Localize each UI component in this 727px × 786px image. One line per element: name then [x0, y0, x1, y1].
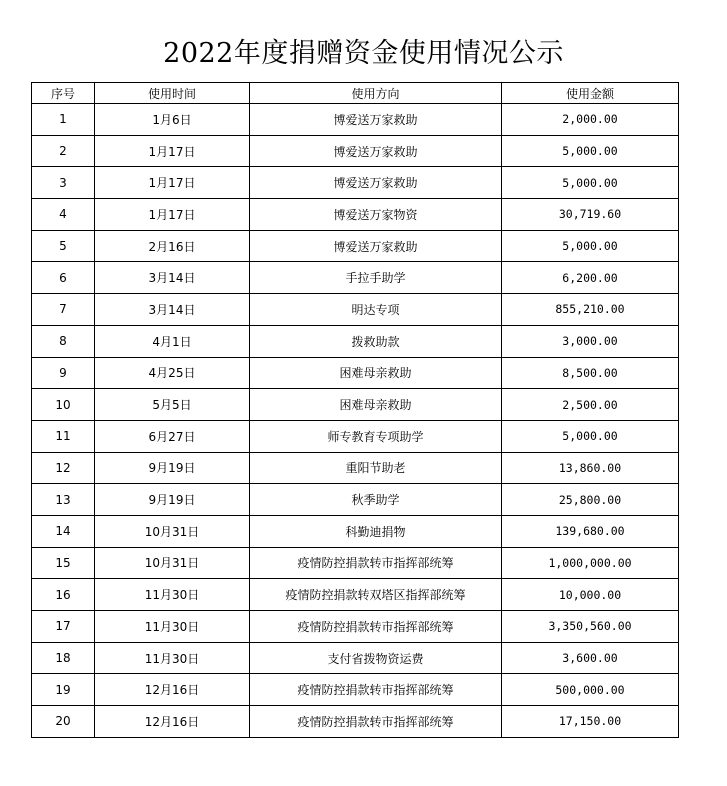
cell-purpose: 博爱送万家救助	[250, 135, 502, 167]
cell-amount: 3,000.00	[502, 325, 679, 357]
cell-index: 12	[32, 452, 95, 484]
cell-date: 2月16日	[95, 230, 250, 262]
cell-purpose: 疫情防控捐款转市指挥部统筹	[250, 611, 502, 643]
cell-date: 11月30日	[95, 642, 250, 674]
cell-amount: 5,000.00	[502, 135, 679, 167]
cell-date: 4月25日	[95, 357, 250, 389]
cell-index: 6	[32, 262, 95, 294]
cell-amount: 13,860.00	[502, 452, 679, 484]
cell-amount: 1,000,000.00	[502, 547, 679, 579]
table-row	[32, 135, 679, 167]
cell-date: 10月31日	[95, 515, 250, 547]
cell-purpose: 疫情防控捐款转市指挥部统筹	[250, 547, 502, 579]
cell-date: 11月30日	[95, 579, 250, 611]
table-row	[32, 104, 679, 136]
cell-purpose: 疫情防控捐款转市指挥部统筹	[250, 674, 502, 706]
table-row	[32, 547, 679, 579]
cell-purpose: 博爱送万家救助	[250, 230, 502, 262]
cell-purpose: 师专教育专项助学	[250, 420, 502, 452]
cell-amount: 17,150.00	[502, 706, 679, 738]
cell-index: 8	[32, 325, 95, 357]
table-row	[32, 642, 679, 674]
table-row	[32, 484, 679, 516]
cell-date: 1月17日	[95, 199, 250, 231]
cell-date: 1月17日	[95, 167, 250, 199]
cell-index: 4	[32, 199, 95, 231]
cell-purpose: 科勤迪捐物	[250, 515, 502, 547]
cell-date: 1月17日	[95, 135, 250, 167]
cell-amount: 25,800.00	[502, 484, 679, 516]
table-row	[32, 611, 679, 643]
table-row	[32, 515, 679, 547]
cell-amount: 855,210.00	[502, 294, 679, 326]
cell-amount: 139,680.00	[502, 515, 679, 547]
header-date: 使用时间	[95, 83, 250, 104]
cell-purpose: 重阳节助老	[250, 452, 502, 484]
cell-amount: 8,500.00	[502, 357, 679, 389]
cell-amount: 6,200.00	[502, 262, 679, 294]
cell-index: 19	[32, 674, 95, 706]
cell-index: 11	[32, 420, 95, 452]
header-index: 序号	[32, 83, 95, 104]
cell-index: 10	[32, 389, 95, 421]
cell-index: 20	[32, 706, 95, 738]
cell-index: 2	[32, 135, 95, 167]
cell-index: 18	[32, 642, 95, 674]
cell-amount: 5,000.00	[502, 420, 679, 452]
cell-purpose: 博爱送万家救助	[250, 104, 502, 136]
cell-index: 13	[32, 484, 95, 516]
cell-date: 10月31日	[95, 547, 250, 579]
table-row	[32, 199, 679, 231]
cell-amount: 500,000.00	[502, 674, 679, 706]
cell-purpose: 疫情防控捐款转市指挥部统筹	[250, 706, 502, 738]
table-row	[32, 167, 679, 199]
cell-purpose: 博爱送万家救助	[250, 167, 502, 199]
cell-index: 14	[32, 515, 95, 547]
table-row	[32, 674, 679, 706]
cell-purpose: 支付省拨物资运费	[250, 642, 502, 674]
page-title: 2022年度捐赠资金使用情况公示	[163, 38, 564, 69]
table-row	[32, 230, 679, 262]
cell-index: 5	[32, 230, 95, 262]
cell-amount: 5,000.00	[502, 230, 679, 262]
header-amount: 使用金额	[502, 83, 679, 104]
cell-date: 11月30日	[95, 611, 250, 643]
cell-purpose: 疫情防控捐款转双塔区指挥部统筹	[250, 579, 502, 611]
cell-index: 16	[32, 579, 95, 611]
table-row	[32, 579, 679, 611]
cell-purpose: 明达专项	[250, 294, 502, 326]
cell-date: 9月19日	[95, 452, 250, 484]
table-row	[32, 452, 679, 484]
table-row	[32, 262, 679, 294]
cell-index: 17	[32, 611, 95, 643]
cell-date: 12月16日	[95, 674, 250, 706]
cell-purpose: 拨救助款	[250, 325, 502, 357]
cell-date: 3月14日	[95, 262, 250, 294]
cell-index: 9	[32, 357, 95, 389]
table-row	[32, 294, 679, 326]
cell-index: 7	[32, 294, 95, 326]
cell-date: 12月16日	[95, 706, 250, 738]
cell-date: 4月1日	[95, 325, 250, 357]
cell-purpose: 困难母亲救助	[250, 389, 502, 421]
table-row	[32, 706, 679, 738]
cell-amount: 10,000.00	[502, 579, 679, 611]
cell-purpose: 秋季助学	[250, 484, 502, 516]
cell-amount: 3,350,560.00	[502, 611, 679, 643]
cell-amount: 2,500.00	[502, 389, 679, 421]
table-header-row	[32, 83, 679, 104]
cell-index: 1	[32, 104, 95, 136]
cell-amount: 2,000.00	[502, 104, 679, 136]
table-row	[32, 389, 679, 421]
table-row	[32, 357, 679, 389]
cell-date: 9月19日	[95, 484, 250, 516]
cell-amount: 5,000.00	[502, 167, 679, 199]
cell-amount: 3,600.00	[502, 642, 679, 674]
cell-date: 5月5日	[95, 389, 250, 421]
cell-purpose: 手拉手助学	[250, 262, 502, 294]
cell-date: 1月6日	[95, 104, 250, 136]
cell-purpose: 困难母亲救助	[250, 357, 502, 389]
cell-date: 6月27日	[95, 420, 250, 452]
donation-usage-table	[31, 82, 679, 738]
cell-amount: 30,719.60	[502, 199, 679, 231]
cell-index: 15	[32, 547, 95, 579]
cell-index: 3	[32, 167, 95, 199]
cell-purpose: 博爱送万家物资	[250, 199, 502, 231]
cell-date: 3月14日	[95, 294, 250, 326]
table-row	[32, 325, 679, 357]
table-row	[32, 420, 679, 452]
header-purpose: 使用方向	[250, 83, 502, 104]
